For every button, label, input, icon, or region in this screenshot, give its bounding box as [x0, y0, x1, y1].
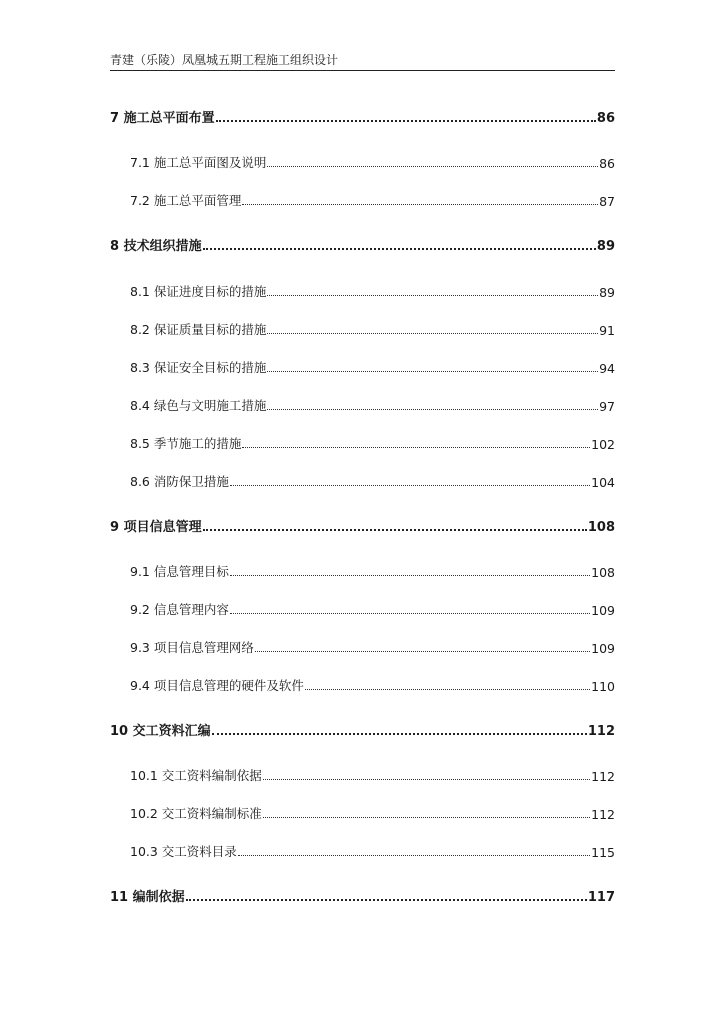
- dot-leader: [203, 248, 596, 250]
- toc-page-number: 94: [599, 361, 615, 376]
- dot-leader: [216, 120, 596, 122]
- toc-chapter-entry[interactable]: [110, 106, 615, 126]
- toc-page-number: 102: [591, 437, 615, 452]
- toc-entry-label: 8.2 保证质量目标的措施: [130, 322, 267, 337]
- toc-page-number: 104: [591, 475, 615, 490]
- dot-leader: [212, 733, 587, 735]
- toc-entry-label: 8.5 季节施工的措施: [130, 436, 242, 451]
- toc-page-number: 112: [591, 769, 615, 784]
- toc-page-number: 91: [599, 323, 615, 338]
- toc-entry-label: 9.1 信息管理目标: [130, 564, 229, 579]
- dot-leader: [267, 333, 598, 334]
- dot-leader: [242, 447, 590, 448]
- toc-entry-label: 9.2 信息管理内容: [130, 602, 229, 617]
- dot-leader: [230, 575, 590, 576]
- toc-entry-label: 9 项目信息管理: [110, 520, 202, 535]
- toc-page-number: 117: [587, 890, 615, 905]
- toc-page-number: 115: [591, 845, 615, 860]
- toc-entry-label: 7.2 施工总平面管理: [130, 193, 242, 208]
- dot-leader: [267, 166, 598, 167]
- dot-leader: [263, 817, 590, 818]
- toc-entry-label: 8.1 保证进度目标的措施: [130, 284, 267, 299]
- toc-section-entry[interactable]: [110, 151, 615, 171]
- dot-leader: [238, 855, 590, 856]
- toc-entry-label: 9.4 项目信息管理的硬件及软件: [130, 678, 304, 693]
- toc-section-entry[interactable]: [110, 840, 615, 860]
- toc-entry-label: 9.3 项目信息管理网络: [130, 640, 254, 655]
- toc-page-number: 108: [591, 565, 615, 580]
- toc-page-number: 89: [599, 285, 615, 300]
- dot-leader: [267, 409, 598, 410]
- toc-page-number: 110: [591, 679, 615, 694]
- toc-chapter-entry[interactable]: [110, 885, 615, 905]
- toc-entry-label: 10.2 交工资料编制标准: [130, 806, 262, 821]
- toc-chapter-entry[interactable]: [110, 719, 615, 739]
- toc-entry-label: 7 施工总平面布置: [110, 111, 215, 126]
- toc-section-entry[interactable]: [110, 280, 615, 300]
- toc-entry-label: 7.1 施工总平面图及说明: [130, 155, 267, 170]
- toc-section-entry[interactable]: [110, 356, 615, 376]
- toc-entry-label: 11 编制依据: [110, 890, 185, 905]
- toc-entry-label: 8.3 保证安全目标的措施: [130, 360, 267, 375]
- toc-section-entry[interactable]: [110, 189, 615, 209]
- toc-page-number: 97: [599, 399, 615, 414]
- toc-section-entry[interactable]: [110, 318, 615, 338]
- dot-leader: [263, 779, 590, 780]
- toc-page-number: 86: [596, 111, 615, 126]
- dot-leader: [230, 485, 590, 486]
- dot-leader: [186, 899, 587, 901]
- toc-section-entry[interactable]: [110, 802, 615, 822]
- toc-section-entry[interactable]: [110, 598, 615, 618]
- toc-page-number: 112: [587, 724, 615, 739]
- toc-entry-label: 8.4 绿色与文明施工措施: [130, 398, 267, 413]
- dot-leader: [230, 613, 590, 614]
- toc-page-number: 86: [599, 156, 615, 171]
- toc-section-entry[interactable]: [110, 560, 615, 580]
- page-header: [110, 50, 615, 71]
- toc-section-entry[interactable]: [110, 432, 615, 452]
- toc-entry-label: 10.1 交工资料编制依据: [130, 768, 262, 783]
- dot-leader: [242, 204, 598, 205]
- toc-chapter-entry[interactable]: [110, 234, 615, 254]
- toc-page-number: 108: [587, 520, 615, 535]
- toc-page-number: 109: [591, 603, 615, 618]
- toc-page-number: 109: [591, 641, 615, 656]
- toc-page-number: 112: [591, 807, 615, 822]
- toc-page-number: 89: [596, 239, 615, 254]
- toc-page-number: 87: [599, 194, 615, 209]
- toc-section-entry[interactable]: [110, 674, 615, 694]
- dot-leader: [255, 651, 590, 652]
- toc-entry-label: 10 交工资料汇编: [110, 724, 211, 739]
- document-title: 青建（乐陵）凤凰城五期工程施工组织设计: [110, 53, 339, 67]
- toc-section-entry[interactable]: [110, 394, 615, 414]
- toc-chapter-entry[interactable]: [110, 515, 615, 535]
- toc-entry-label: 8 技术组织措施: [110, 239, 202, 254]
- dot-leader: [203, 529, 587, 531]
- toc-entry-label: 8.6 消防保卫措施: [130, 474, 229, 489]
- dot-leader: [267, 371, 598, 372]
- dot-leader: [305, 689, 590, 690]
- toc-section-entry[interactable]: [110, 764, 615, 784]
- dot-leader: [267, 295, 598, 296]
- toc-entry-label: 10.3 交工资料目录: [130, 844, 237, 859]
- toc-section-entry[interactable]: [110, 636, 615, 656]
- toc-section-entry[interactable]: [110, 470, 615, 490]
